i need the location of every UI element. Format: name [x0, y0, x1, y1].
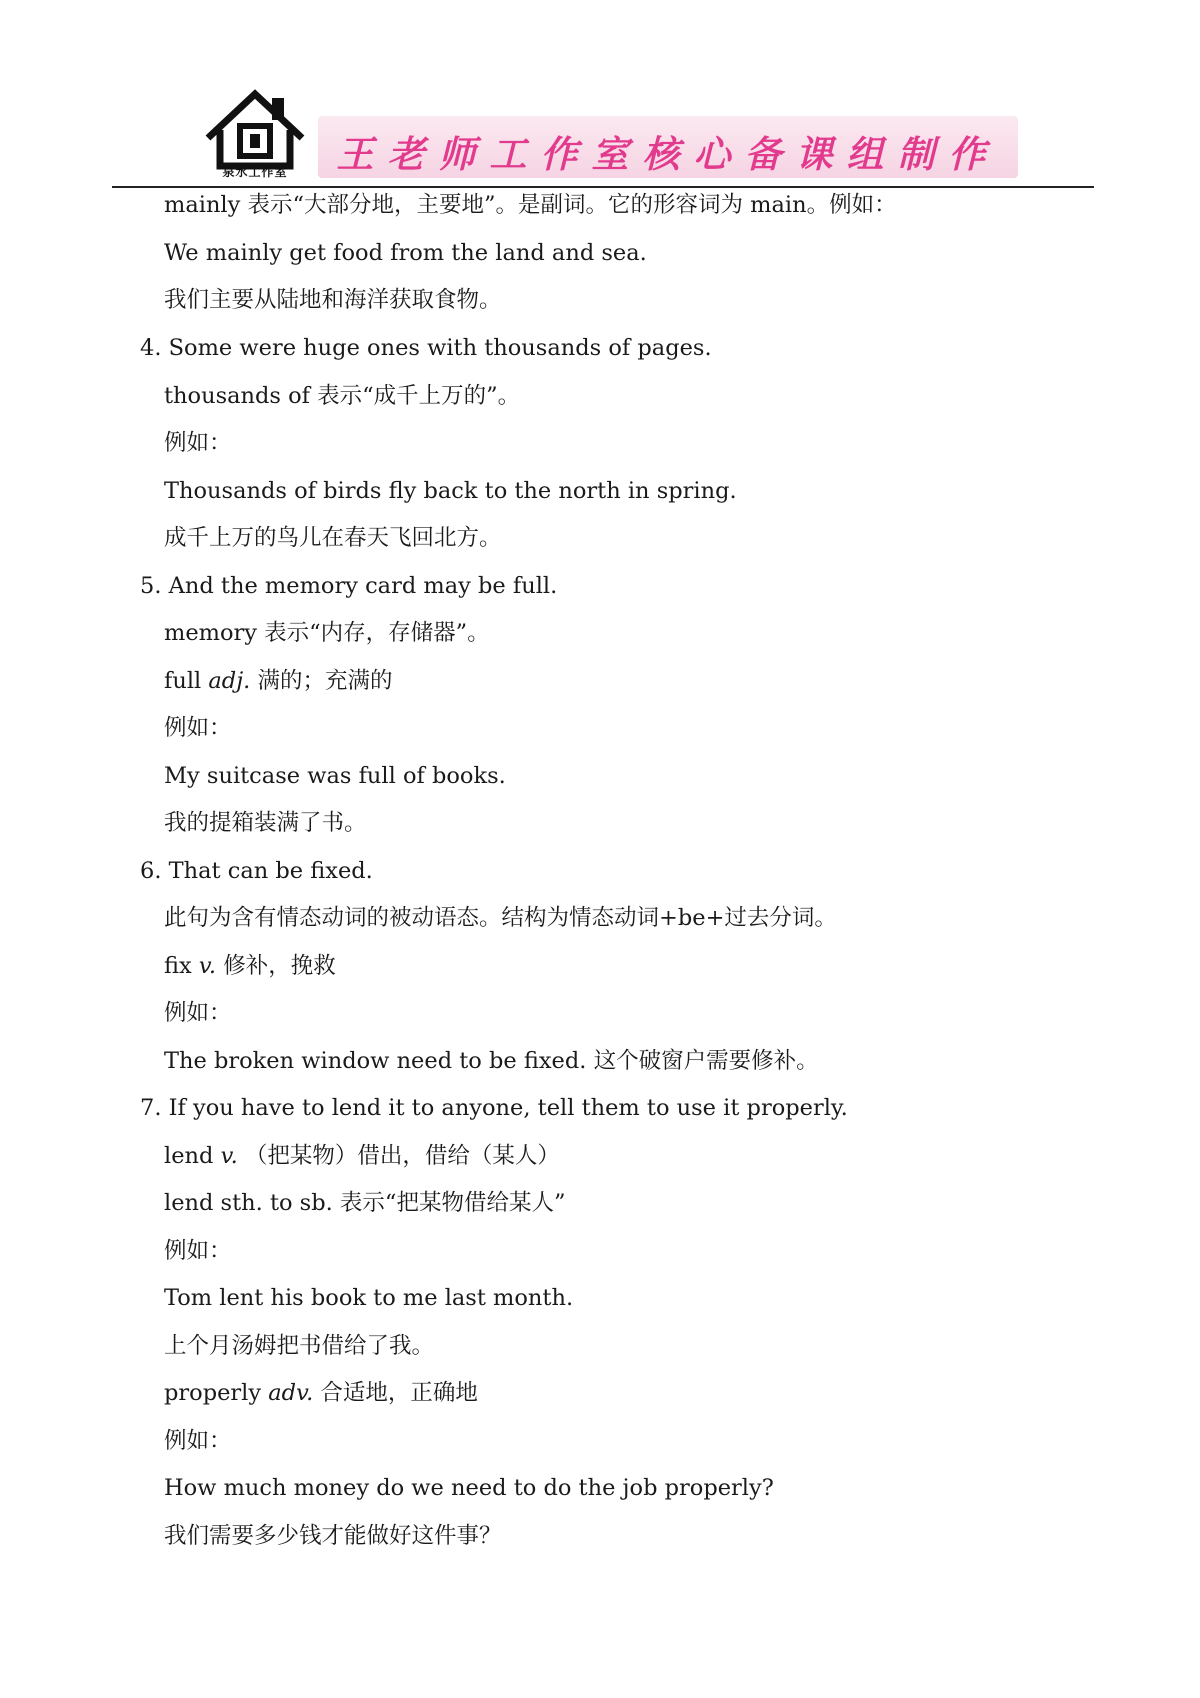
translation-line: 我们主要从陆地和海洋获取食物。: [164, 287, 502, 313]
translation-line: 我的提箱装满了书。: [164, 810, 367, 836]
example-label: 例如：: [164, 1428, 232, 1454]
text-line: lend sth. to sb. 表示“把某物借给某人”: [164, 1190, 566, 1216]
numbered-item-5: 5. And the memory card may be full.: [140, 573, 558, 599]
translation-line: 上个月汤姆把书借给了我。: [164, 1333, 435, 1359]
definition-meaning: 修补，挽救: [216, 953, 336, 979]
numbered-item-4: 4. Some were huge ones with thousands of pages.: [140, 335, 712, 361]
example-sentence: Thousands of birds fly back to the north in spring.: [164, 478, 737, 504]
numbered-item-6: 6. That can be fixed.: [140, 858, 373, 884]
part-of-speech: v.: [220, 1143, 238, 1169]
definition-word: lend: [164, 1143, 221, 1169]
text-line: mainly 表示“大部分地，主要地”。是副词。它的形容词为 main。例如：: [164, 192, 897, 218]
example-sentence: The broken window need to be fixed. 这个破窗户需要修补。: [164, 1048, 819, 1074]
header-banner: [318, 116, 1018, 178]
definition-word: properly: [164, 1380, 269, 1406]
part-of-speech: adj.: [208, 668, 251, 694]
example-label: 例如：: [164, 1238, 232, 1264]
text-line: 此句为含有情态动词的被动语态。结构为情态动词+be+过去分词。: [164, 905, 837, 931]
header-divider: [112, 186, 1094, 188]
text-line: thousands of 表示“成千上万的”。: [164, 383, 521, 409]
example-label: 例如：: [164, 715, 232, 741]
example-sentence: Tom lent his book to me last month.: [164, 1285, 574, 1311]
translation-line: 我们需要多少钱才能做好这件事？: [164, 1523, 502, 1549]
definition-word: fix: [164, 953, 199, 979]
numbered-item-7: 7. If you have to lend it to anyone, tell them to use it properly.: [140, 1095, 848, 1121]
example-sentence: How much money do we need to do the job properly?: [164, 1475, 774, 1501]
definition-meaning: （把某物）借出，借给（某人）: [237, 1143, 560, 1169]
definition-meaning: 满的；充满的: [250, 668, 393, 694]
definition-line: [164, 666, 392, 696]
part-of-speech: v.: [198, 953, 217, 979]
definition-word: full: [164, 668, 209, 694]
example-sentence: We mainly get food from the land and sea.: [164, 240, 647, 266]
page-header: [0, 0, 1200, 190]
example-label: 例如：: [164, 430, 232, 456]
definition-line: [164, 951, 336, 981]
example-sentence: My suitcase was full of books.: [164, 763, 506, 789]
logo-caption: 泉水工作室: [222, 165, 288, 179]
translation-line: 成千上万的鸟儿在春天飞回北方。: [164, 525, 502, 551]
banner-title: 王老师工作室核心备课组制作: [336, 133, 1000, 176]
definition-line: [164, 1141, 560, 1171]
definition-meaning: 合适地，正确地: [313, 1380, 478, 1406]
part-of-speech: adv.: [268, 1380, 314, 1406]
definition-line: [164, 1378, 478, 1408]
text-line: memory 表示“内存，存储器”。: [164, 620, 490, 646]
example-label: 例如：: [164, 1000, 232, 1026]
